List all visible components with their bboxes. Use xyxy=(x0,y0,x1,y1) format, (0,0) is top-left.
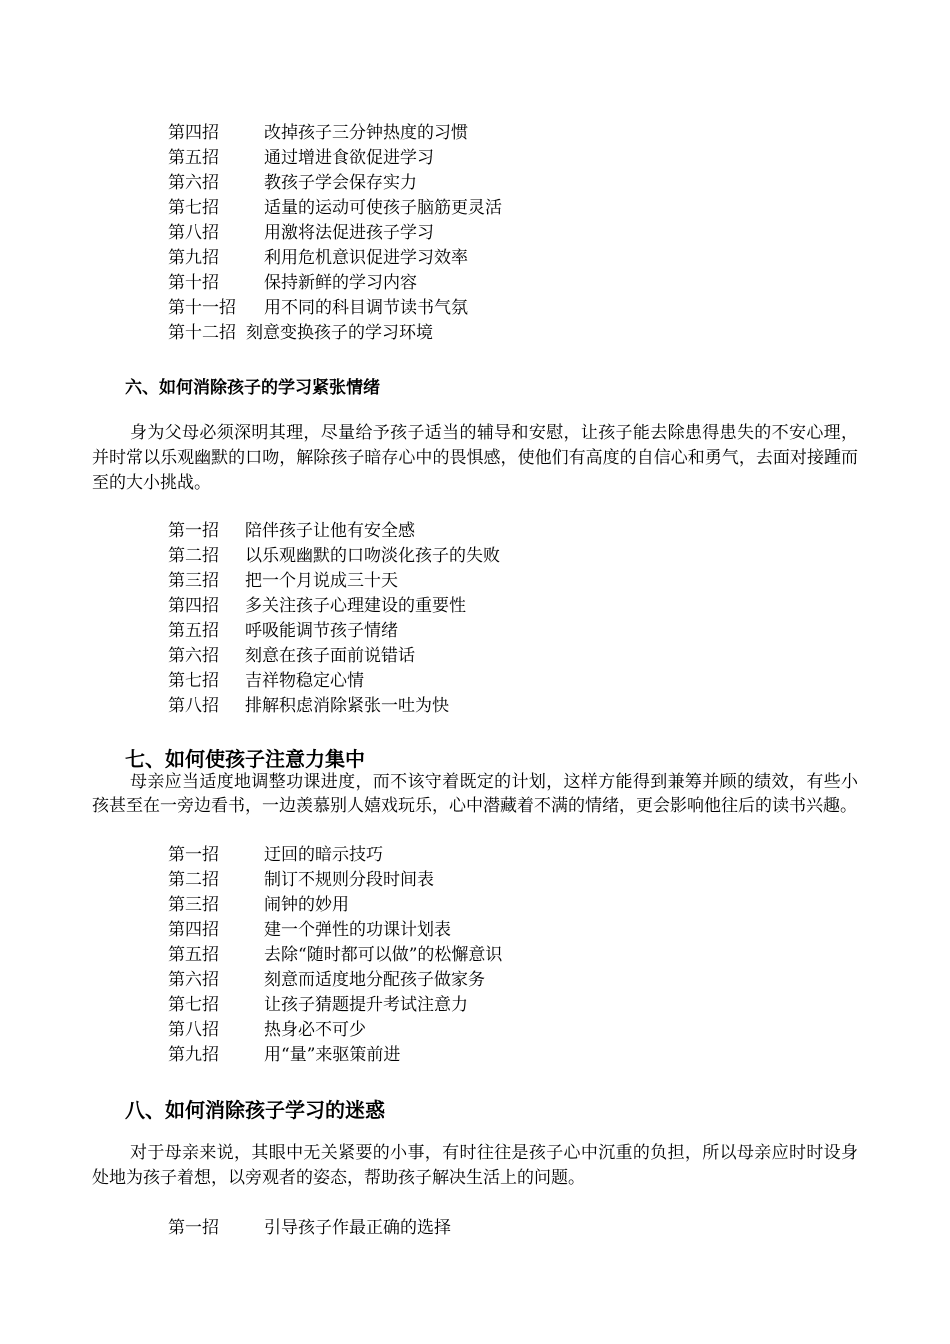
item-number: 第三招 xyxy=(168,895,219,915)
item-text: 陪伴孩子让他有安全感 xyxy=(245,521,415,541)
item-number: 第六招 xyxy=(168,646,219,666)
item-text: 通过增进食欲促进学习 xyxy=(264,148,434,168)
item-text: 去除“随时都可以做”的松懈意识 xyxy=(264,945,503,965)
paragraph-text: 身为父母必须深明其理，尽量给予孩子适当的辅导和安慰，让孩子能去除患得患失的不安心理，并时常以乐观幽默的口吻，解除孩子暗存心中的畏惧感，使他们有高度的自信心和勇气，去面对接踵而至的大小挑战。 xyxy=(92,423,858,493)
paragraph-text: 母亲应当适度地调整功课进度，而不该守着既定的计划，这样方能得到兼筹并顾的绩效，有些小孩甚至在一旁边看书，一边羡慕别人嬉戏玩乐，心中潜藏着不满的情绪，更会影响他往后的读书兴趣。 xyxy=(92,772,858,816)
item-text: 用激将法促进孩子学习 xyxy=(264,223,434,243)
item-number: 第九招 xyxy=(168,1045,219,1065)
item-number: 第六招 xyxy=(168,173,219,193)
item-text: 让孩子猜题提升考试注意力 xyxy=(264,995,468,1015)
item-text: 呼吸能调节孩子情绪 xyxy=(245,621,398,641)
item-text: 刻意而适度地分配孩子做家务 xyxy=(264,970,485,990)
item-number: 第八招 xyxy=(168,1020,219,1040)
item-number: 第八招 xyxy=(168,223,219,243)
item-number: 第十二招 xyxy=(168,323,236,343)
item-number: 第四招 xyxy=(168,920,219,940)
section-paragraph xyxy=(92,421,858,496)
section-paragraph xyxy=(92,1141,858,1191)
item-text: 保持新鲜的学习内容 xyxy=(264,273,417,293)
item-number: 第一招 xyxy=(168,521,219,541)
item-text: 刻意变换孩子的学习环境 xyxy=(246,323,433,343)
item-text: 把一个月说成三十天 xyxy=(245,571,398,591)
item-number: 第七招 xyxy=(168,198,219,218)
item-number: 第七招 xyxy=(168,995,219,1015)
section-paragraph xyxy=(92,770,858,818)
section-heading: 七、如何使孩子注意力集中 xyxy=(125,747,365,771)
item-text: 用不同的科目调节读书气氛 xyxy=(264,298,468,318)
item-number: 第五招 xyxy=(168,148,219,168)
item-text: 热身必不可少 xyxy=(264,1020,366,1040)
item-text: 刻意在孩子面前说错话 xyxy=(245,646,415,666)
item-text: 制订不规则分段时间表 xyxy=(264,870,434,890)
item-number: 第十招 xyxy=(168,273,219,293)
item-text: 建一个弹性的功课计划表 xyxy=(264,920,451,940)
item-number: 第七招 xyxy=(168,671,219,691)
paragraph-text: 对于母亲来说，其眼中无关紧要的小事，有时往往是孩子心中沉重的负担，所以母亲应时时设身处地为孩子着想，以旁观者的姿态，帮助孩子解决生活上的问题。 xyxy=(92,1143,858,1188)
item-number: 第五招 xyxy=(168,945,219,965)
item-number: 第二招 xyxy=(168,546,219,566)
item-number: 第一招 xyxy=(168,845,219,865)
item-text: 吉祥物稳定心情 xyxy=(245,671,364,691)
item-text: 用“量”来驱策前进 xyxy=(264,1045,401,1065)
item-number: 第二招 xyxy=(168,870,219,890)
section-heading: 八、如何消除孩子学习的迷惑 xyxy=(125,1098,385,1122)
item-number: 第三招 xyxy=(168,571,219,591)
item-text: 教孩子学会保存实力 xyxy=(264,173,417,193)
item-text: 改掉孩子三分钟热度的习惯 xyxy=(264,123,468,143)
item-text: 适量的运动可使孩子脑筋更灵活 xyxy=(264,198,502,218)
item-text: 闹钟的妙用 xyxy=(264,895,349,915)
item-number: 第五招 xyxy=(168,621,219,641)
section-heading: 六、如何消除孩子的学习紧张情绪 xyxy=(125,378,380,398)
item-number: 第十一招 xyxy=(168,298,236,318)
item-number: 第六招 xyxy=(168,970,219,990)
item-text: 多关注孩子心理建设的重要性 xyxy=(245,596,466,616)
item-number: 第四招 xyxy=(168,123,219,143)
item-number: 第八招 xyxy=(168,696,219,716)
item-number: 第四招 xyxy=(168,596,219,616)
item-text: 迂回的暗示技巧 xyxy=(264,845,383,865)
item-text: 以乐观幽默的口吻淡化孩子的失败 xyxy=(245,546,500,566)
item-text: 利用危机意识促进学习效率 xyxy=(264,248,468,268)
item-text: 引导孩子作最正确的选择 xyxy=(264,1218,451,1238)
item-text: 排解积虑消除紧张一吐为快 xyxy=(245,696,449,716)
item-number: 第九招 xyxy=(168,248,219,268)
item-number: 第一招 xyxy=(168,1218,219,1238)
